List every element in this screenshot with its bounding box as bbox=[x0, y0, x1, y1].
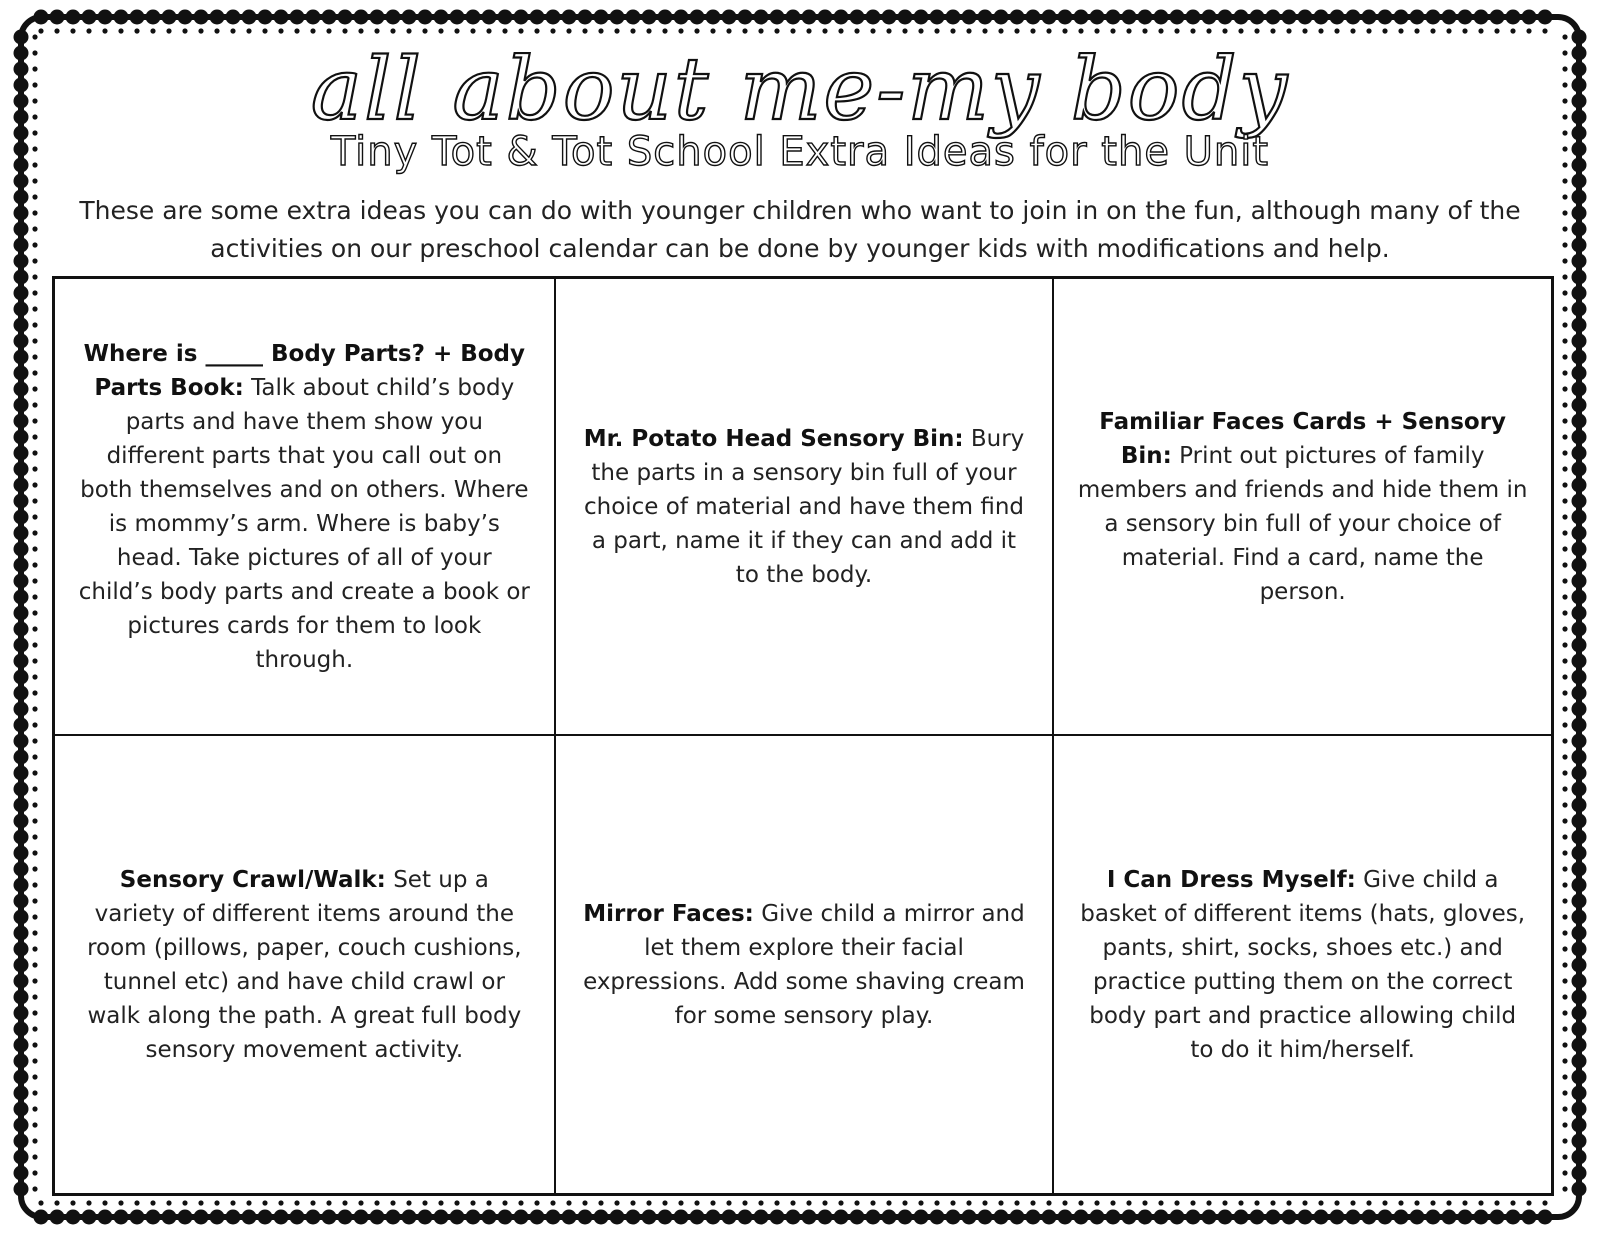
activity-cell-mirror-faces bbox=[554, 736, 1053, 1193]
activity-description bbox=[578, 422, 1031, 592]
activity-title: Where is _____ Body Parts? + Body Parts Book: bbox=[83, 340, 526, 401]
activity-title: Mr. Potato Head Sensory Bin: bbox=[583, 425, 964, 452]
activity-cell-dress-myself bbox=[1052, 736, 1551, 1193]
activity-cell-sensory-crawl bbox=[55, 736, 554, 1193]
activity-text: Give child a mirror and let them explore their facial expressions. Add some shaving cream for some sensory play. bbox=[583, 900, 1025, 1029]
activity-text: Talk about child’s body parts and have them show you different parts that you call out on both themselves and on others. Where is mommy’s arm. Where is baby’s head. Take pictures of all of your child’s body parts and create a book or pictures cards for them to look through. bbox=[78, 374, 530, 673]
activity-title: I Can Dress Myself: bbox=[1106, 866, 1356, 893]
activity-cell-body-parts bbox=[55, 279, 554, 736]
activity-grid bbox=[52, 276, 1554, 1196]
activity-cell-familiar-faces bbox=[1052, 279, 1551, 736]
activity-description bbox=[77, 863, 532, 1067]
intro-paragraph: These are some extra ideas you can do with younger children who want to join in on the fun, although many of the activities on our preschool calendar can be done by younger kids with modifications and help. bbox=[79, 196, 1521, 263]
activity-text: Print out pictures of family members and friends and hide them in a sensory bin full of your choice of material. Find a card, name the person. bbox=[1077, 442, 1528, 605]
activity-title: Mirror Faces: bbox=[583, 900, 754, 927]
activity-text: Give child a basket of different items (hats, gloves, pants, shirt, socks, shoes etc.) and practice putting them on the correct body part and practice allowing child to do it him/herself. bbox=[1080, 866, 1526, 1063]
activity-title: Sensory Crawl/Walk: bbox=[119, 866, 386, 893]
activity-description bbox=[77, 337, 532, 677]
activity-text: Set up a variety of different items around the room (pillows, paper, couch cushions, tunnel etc) and have child crawl or walk along the path. A great full body sensory movement activity. bbox=[87, 866, 522, 1063]
activity-cell-potato-head bbox=[554, 279, 1053, 736]
activity-description bbox=[578, 897, 1031, 1033]
page-title: all about me-my body bbox=[310, 40, 1290, 140]
activity-text: Bury the parts in a sensory bin full of your choice of material and have them find a part, name it if they can and add it to the body. bbox=[583, 425, 1025, 588]
page-subtitle: Tiny Tot & Tot School Extra Ideas for the Unit bbox=[330, 129, 1270, 175]
activity-description bbox=[1076, 405, 1529, 609]
activity-title: Familiar Faces Cards + Sensory Bin: bbox=[1099, 408, 1507, 469]
activity-description bbox=[1076, 863, 1529, 1067]
